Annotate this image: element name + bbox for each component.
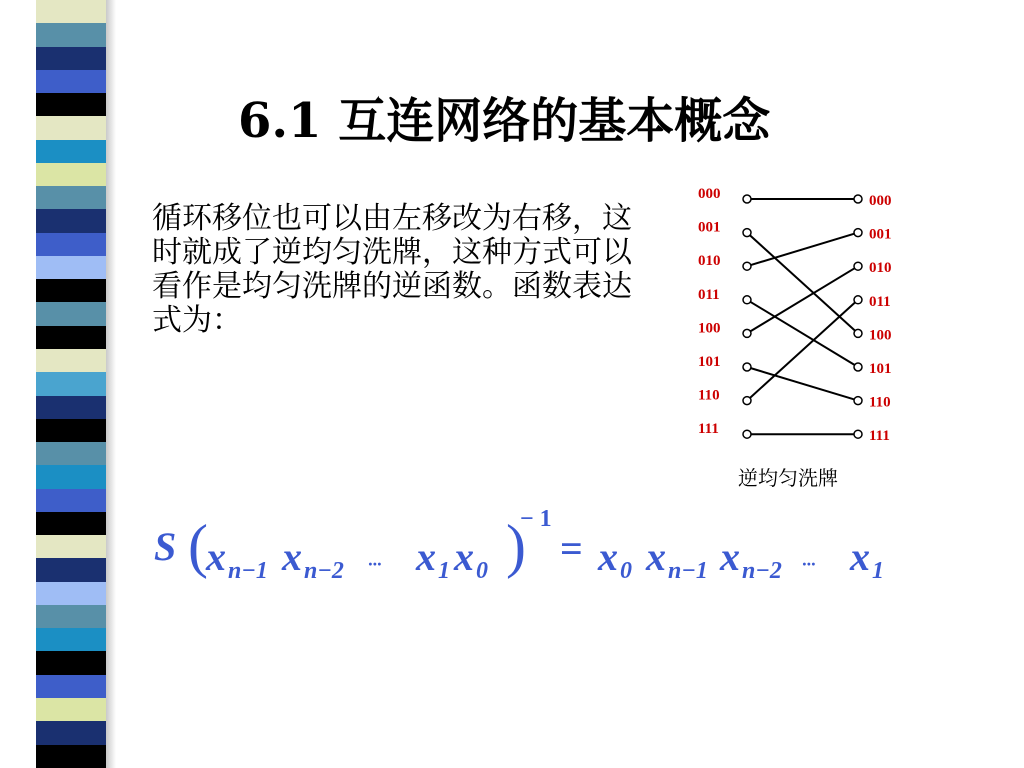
slide-title: 6.1 互连网络的基本概念	[238, 93, 771, 149]
strip-block	[36, 0, 106, 23]
formula-open-paren: (	[188, 513, 208, 579]
strip-block	[36, 582, 106, 605]
strip-block	[36, 489, 106, 512]
strip-block	[36, 372, 106, 395]
inverse-shuffle-diagram	[690, 180, 920, 450]
strip-block	[36, 419, 106, 442]
strip-block	[36, 326, 106, 349]
diagram-connection-line	[747, 233, 858, 334]
diagram-left-label: 011	[698, 286, 720, 303]
diagram-left-node	[743, 195, 751, 203]
inverse-shuffle-formula	[150, 500, 910, 590]
diagram-left-node	[743, 363, 751, 371]
strip-block	[36, 721, 106, 744]
diagram-right-label: 001	[869, 226, 892, 243]
slide-description: 循环移位也可以由左移改为右移，这时就成了逆均匀洗牌，这种方式可以看作是均匀洗牌的逆函数。函数表达式为：	[152, 201, 632, 338]
formula-x-n2: x	[282, 534, 302, 579]
strip-block	[36, 70, 106, 93]
diagram-right-label: 101	[869, 361, 892, 377]
diagram-left-label: 101	[698, 354, 721, 370]
diagram-left-node	[743, 296, 751, 304]
formula-exponent: − 1	[520, 506, 552, 532]
formula-function-s: S	[154, 524, 177, 569]
diagram-left-node	[743, 430, 751, 438]
formula-rhs-x-0: x	[598, 534, 618, 579]
strip-block	[36, 698, 106, 721]
diagram-connection-line	[747, 233, 858, 267]
diagram-right-label: 110	[869, 394, 891, 411]
diagram-right-node	[854, 296, 862, 304]
formula-rhs-sub-1: 1	[872, 558, 884, 584]
diagram-left-label: 001	[698, 219, 721, 236]
strip-block	[36, 23, 106, 46]
strip-block	[36, 163, 106, 186]
formula-sub-n2: n−2	[304, 558, 344, 584]
strip-block	[36, 465, 106, 488]
formula-x-n1: x	[206, 534, 226, 579]
formula-sub-0: 0	[476, 558, 488, 584]
strip-block	[36, 279, 106, 302]
diagram-right-label: 010	[869, 260, 892, 277]
strip-block	[36, 512, 106, 535]
diagram-connection-line	[747, 367, 858, 401]
diagram-left-node	[743, 229, 751, 237]
strip-block	[36, 396, 106, 419]
diagram-connection-line	[747, 300, 858, 367]
strip-block	[36, 628, 106, 651]
diagram-left-node	[743, 397, 751, 405]
strip-block	[36, 605, 106, 628]
diagram-caption: 逆均匀洗牌	[738, 466, 838, 490]
strip-block	[36, 651, 106, 674]
formula-rhs-sub-n1: n−1	[668, 558, 708, 584]
strip-block	[36, 233, 106, 256]
diagram-right-node	[854, 262, 862, 270]
strip-block	[36, 93, 106, 116]
strip-block	[36, 186, 106, 209]
diagram-left-label: 111	[698, 421, 719, 438]
diagram-right-node	[854, 329, 862, 337]
diagram-left-label: 000	[698, 186, 721, 202]
side-strip-shadow	[106, 0, 116, 768]
diagram-left-node	[743, 262, 751, 270]
formula-close-paren: )	[506, 513, 526, 579]
diagram-right-node	[854, 229, 862, 237]
formula-rhs-sub-n2: n−2	[742, 558, 782, 584]
formula-x-1: x	[416, 534, 436, 579]
formula-ellipsis-1: ···	[368, 554, 382, 574]
strip-block	[36, 558, 106, 581]
diagram-left-label: 100	[698, 320, 721, 337]
diagram-connection-line	[747, 300, 858, 401]
strip-block	[36, 256, 106, 279]
strip-block	[36, 675, 106, 698]
strip-block	[36, 349, 106, 372]
strip-block	[36, 116, 106, 139]
diagram-right-node	[854, 430, 862, 438]
formula-sub-n1: n−1	[228, 558, 268, 584]
strip-block	[36, 209, 106, 232]
formula-sub-1: 1	[438, 558, 450, 584]
strip-block	[36, 302, 106, 325]
formula-rhs-x-n2: x	[720, 534, 740, 579]
strip-block	[36, 442, 106, 465]
formula-rhs-sub-0: 0	[620, 558, 632, 584]
formula-x-0: x	[454, 534, 474, 579]
strip-block	[36, 745, 106, 768]
diagram-right-label: 100	[869, 327, 892, 344]
formula-equals: =	[560, 526, 583, 571]
strip-block	[36, 535, 106, 558]
diagram-connection-line	[747, 266, 858, 333]
diagram-right-node	[854, 363, 862, 371]
diagram-right-node	[854, 195, 862, 203]
strip-block	[36, 47, 106, 70]
diagram-right-node	[854, 397, 862, 405]
diagram-right-label: 111	[869, 428, 890, 445]
formula-ellipsis-2: ···	[802, 554, 816, 574]
diagram-left-node	[743, 329, 751, 337]
formula-rhs-x-n1: x	[646, 534, 666, 579]
diagram-left-label: 010	[698, 253, 721, 270]
diagram-left-label: 110	[698, 387, 720, 404]
diagram-right-label: 011	[869, 293, 891, 310]
formula-rhs-x-1: x	[850, 534, 870, 579]
decorative-side-strip	[36, 0, 106, 768]
diagram-right-label: 000	[869, 193, 892, 209]
strip-block	[36, 140, 106, 163]
